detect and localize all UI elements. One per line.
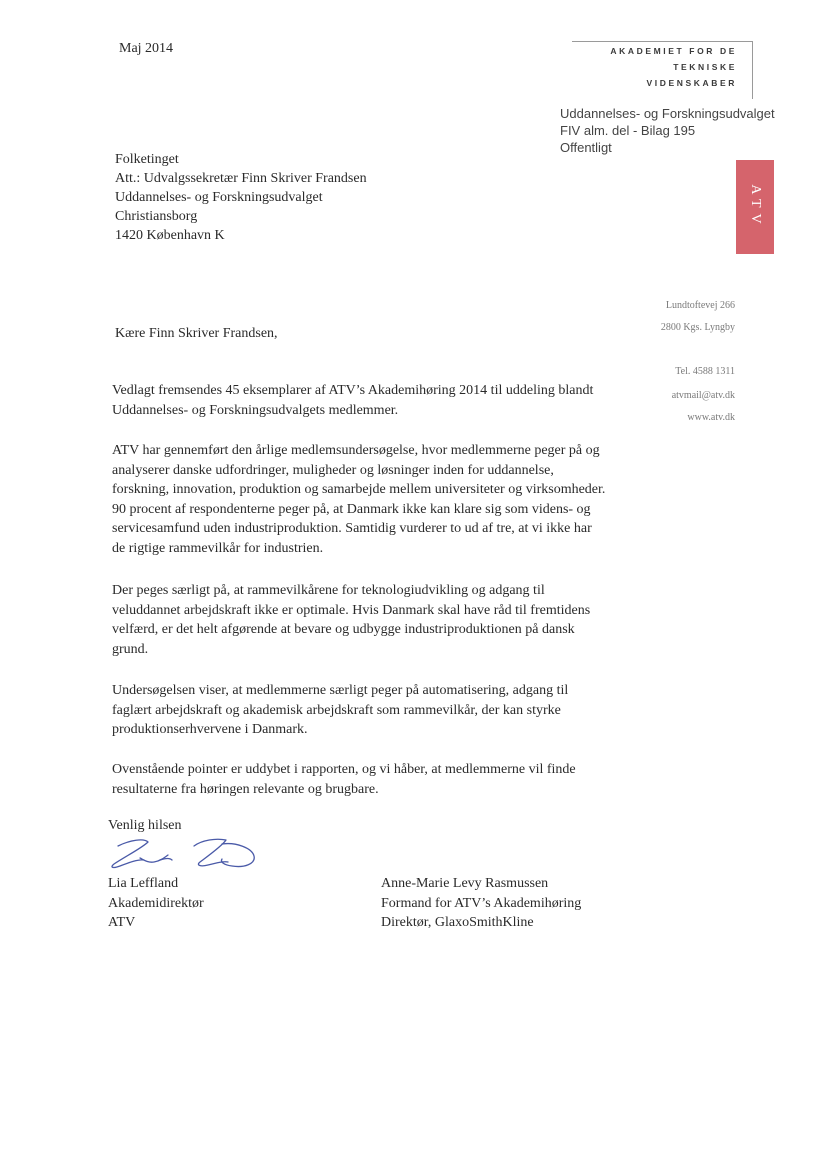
salutation: Kære Finn Skriver Frandsen, [115,326,278,341]
signatory-left [108,874,204,933]
signatory-right-name: Anne-Marie Levy Rasmussen [381,876,549,891]
signatory-right-title: Formand for ATV’s Akademihøring [381,895,582,911]
contact-web: www.atv.dk [687,412,735,423]
body-paragraph-3: Der peges særligt på, at rammevilkårene for teknologiudvikling og adgang til veluddannet arbejdskraft ikke er optimale. Hvis Danmark skal have råd til fremtidens velfærd, er det helt afgørende at bevare og udbygge industriproduktionen på dansk grund. [112,583,591,657]
signatory-right-org: Direktør, GlaxoSmithKline [381,915,534,930]
body-paragraph-2: ATV har gennemført den årlige medlemsundersøgelse, hvor medlemmerne peger på og analyserer danske udfordringer, muligheder og løsninger inden for uddannelse, forskning, innovation, produktion og samarbejde mellem universiteter og virksomheder. 90 procent af respondenterne peger på, at Danmark ikke kan klare sig som videns- og servicesamfund uden industriproduktion. Samtidig vurderer to ud af tre, at vi ikke har de rigtige rammevilkår for industrien. [112,443,606,556]
signatory-left-name: Lia Leffland [108,876,179,891]
letterhead-line-1: AKADEMIET FOR DE [610,46,737,56]
contact-email: atvmail@atv.dk [671,390,735,401]
body-paragraph-5: Ovenstående pointer er uddybet i rapporten, og vi håber, at medlemmerne vil finde resultaterne fra høringen relevante og brugbare. [112,762,576,797]
atv-logo-tab [736,160,774,254]
closing: Venlig hilsen [108,818,182,833]
contact-city: 2800 Kgs. Lyngby [660,322,735,333]
letterhead-line-3: VIDENSKABER [646,78,737,88]
address-line-4: Christiansborg [115,209,198,224]
contact-street: Lundtoftevej 266 [665,300,735,311]
address-line-1: Folketinget [115,152,179,167]
stamp-committee: Uddannelses- og Forskningsudvalget [560,106,775,121]
signatory-left-org: ATV [108,915,136,930]
atv-logo-label: ATV [748,184,763,230]
letterhead-line-2: TEKNISKE [673,62,737,72]
letterhead-rule-top [572,41,752,42]
stamp-status: Offentligt [560,140,612,155]
signatory-left-title: Akademidirektør [108,895,204,911]
address-line-3: Uddannelses- og Forskningsudvalget [115,190,323,205]
letter-date: Maj 2014 [119,41,174,56]
body-paragraph-1: Vedlagt fremsendes 45 eksemplarer af ATV’s Akademihøring 2014 til uddeling blandt Uddannelses- og Forskningsudvalgets medlemmer. [112,383,594,418]
body-paragraph-4: Undersøgelsen viser, at medlemmerne særligt peger på automatisering, adgang til faglært arbejdskraft og akademisk arbejdskraft som rammevilkår, der kan styrke produktionserhvervene i Danmark. [112,683,569,737]
signatory-right [381,874,581,933]
address-line-2: Att.: Udvalgssekretær Finn Skriver Frandsen [115,171,367,186]
address-line-5: 1420 København K [115,228,225,243]
stamp-reference: FIV alm. del - Bilag 195 [560,123,696,138]
contact-phone: Tel. 4588 1311 [675,366,735,377]
handwritten-signature [104,832,264,876]
letterhead-rule-right [752,41,753,99]
